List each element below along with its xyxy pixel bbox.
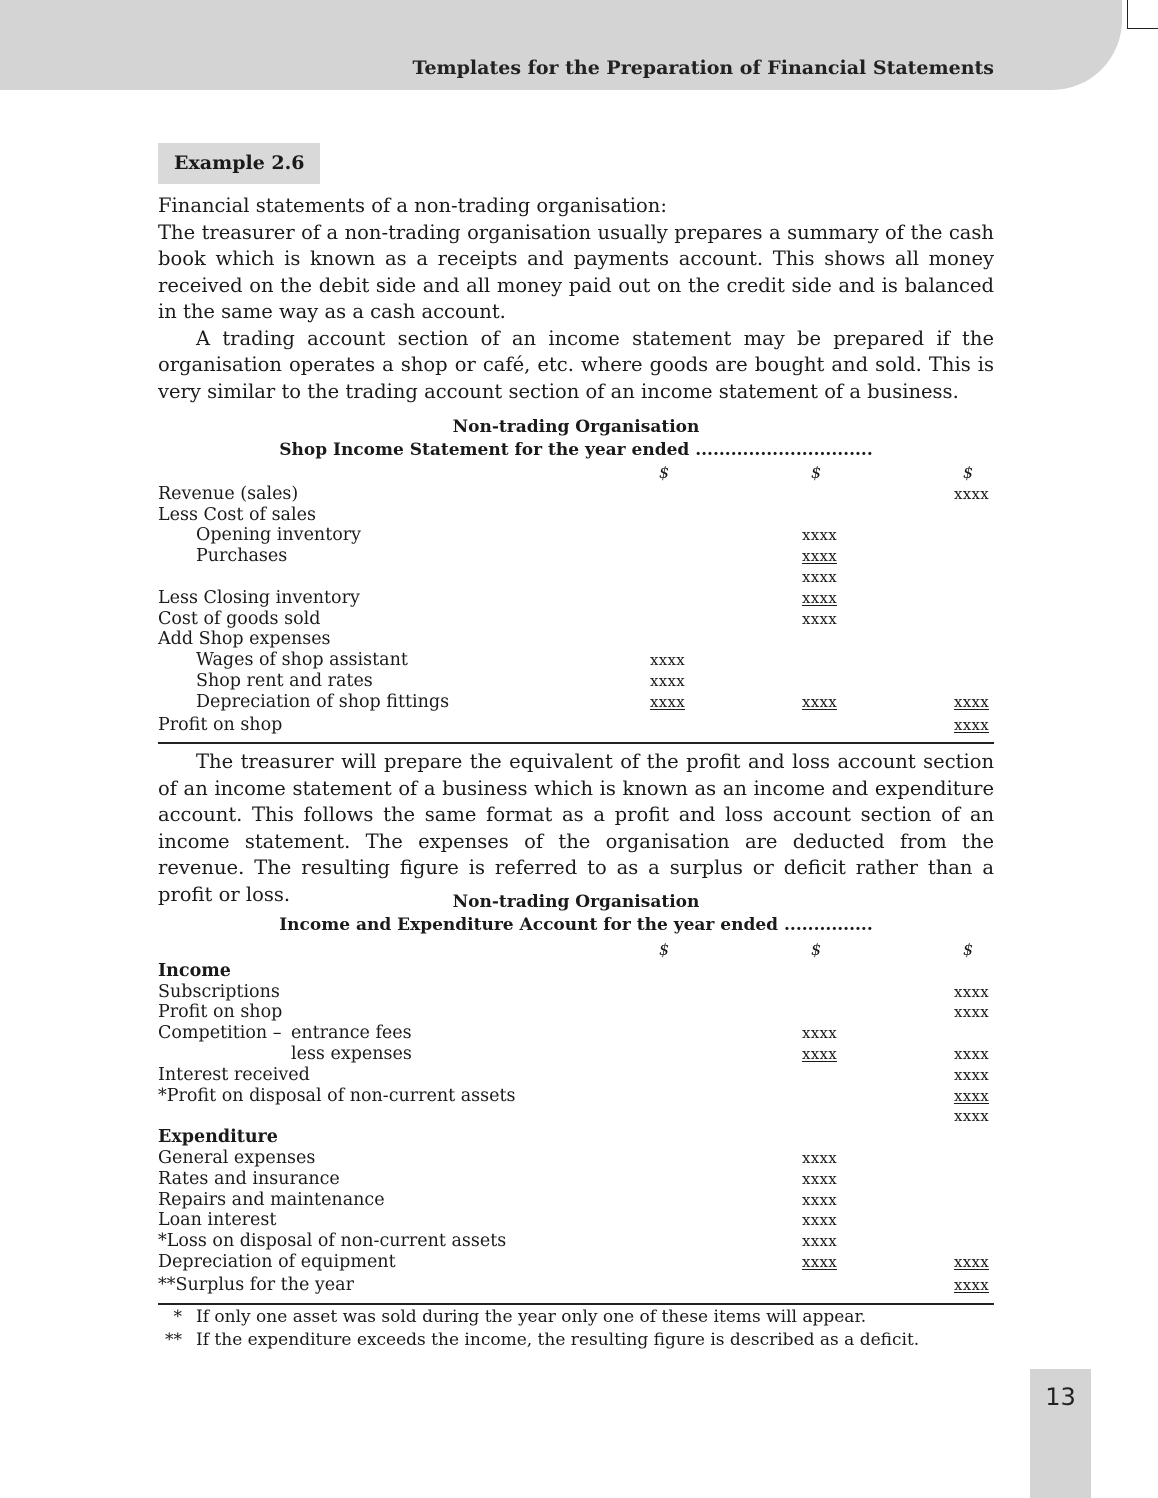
statement-title: Income and Expenditure Account for the year ended ...............	[279, 915, 873, 935]
row-label: General expenses	[158, 1147, 316, 1168]
row-value-col-2: xxxx	[801, 1148, 837, 1167]
table-row	[158, 1127, 994, 1148]
shop-income-statement	[158, 463, 994, 735]
example-label: Example 2.6	[158, 143, 320, 184]
row-value-col-3: xxxx	[953, 715, 989, 734]
row-value-col-2: xxxx	[801, 1252, 837, 1271]
row-label: Profit on shop	[158, 1002, 283, 1023]
row-value-col-2: xxxx	[801, 1169, 837, 1188]
statement-org: Non-trading Organisation	[452, 892, 700, 912]
row-value-col-3: xxxx	[953, 1252, 989, 1271]
table-row	[158, 1086, 994, 1107]
currency-col-1: $	[659, 940, 670, 959]
intro-line: Financial statements of a non-trading organisation:	[158, 194, 667, 217]
section-label-income: Income	[158, 960, 231, 981]
table-row	[158, 505, 994, 526]
row-label: **Surplus for the year	[158, 1274, 354, 1295]
row-label: Depreciation of shop fittings	[196, 691, 450, 712]
row-value-col-1: xxxx	[649, 671, 685, 690]
table-row	[158, 650, 994, 671]
row-label: Competition –	[158, 1023, 282, 1044]
row-label: Less Cost of sales	[158, 504, 316, 525]
row-label: Repairs and maintenance	[158, 1189, 385, 1210]
table-row	[158, 1252, 994, 1273]
row-label: Interest received	[158, 1064, 310, 1085]
statement-org: Non-trading Organisation	[452, 417, 700, 437]
body-paragraph	[158, 749, 994, 908]
row-label: Loan interest	[158, 1210, 277, 1231]
row-label: Less Closing inventory	[158, 587, 360, 608]
row-label: Subscriptions	[158, 981, 280, 1002]
footnote-text: If the expenditure exceeds the income, the resulting figure is described as a deficit.	[196, 1330, 920, 1350]
table-row	[158, 692, 994, 713]
table-row	[158, 1044, 994, 1065]
table-row	[158, 1210, 994, 1231]
table-row	[158, 982, 994, 1003]
row-value-col-3: xxxx	[953, 1065, 989, 1084]
table-row	[158, 1275, 994, 1296]
table-row	[158, 1148, 994, 1169]
row-value-col-3: xxxx	[953, 1044, 989, 1063]
table-row	[158, 671, 994, 692]
table-row	[158, 588, 994, 609]
row-label: Wages of shop assistant	[196, 650, 408, 671]
row-value-col-2: xxxx	[801, 1232, 837, 1251]
row-label: Profit on shop	[158, 714, 283, 735]
row-label: *Profit on disposal of non-current assets	[158, 1085, 516, 1106]
row-label: Rates and insurance	[158, 1168, 340, 1189]
currency-col-3: $	[963, 940, 974, 959]
table-row	[158, 1231, 994, 1252]
table-row	[158, 1065, 994, 1086]
row-value-col-2: xxxx	[801, 692, 837, 711]
footnotes	[158, 1306, 994, 1352]
row-label: Shop rent and rates	[196, 670, 373, 691]
row-label: Add Shop expenses	[158, 629, 331, 650]
currency-col-3: $	[963, 463, 974, 482]
currency-col-2: $	[811, 463, 822, 482]
footnote-text: If only one asset was sold during the year only one of these items will appear.	[196, 1307, 867, 1327]
row-value-col-2: xxxx	[801, 1044, 837, 1063]
row-value-col-3: xxxx	[953, 1086, 989, 1105]
row-value-col-2: xxxx	[801, 567, 837, 586]
income-expenditure-heading	[158, 891, 994, 937]
table-bottom-rule	[158, 742, 994, 744]
page-number-tab	[1030, 1369, 1091, 1498]
row-value-col-3: xxxx	[953, 1003, 989, 1022]
row-label: Opening inventory	[196, 525, 362, 546]
table-row	[158, 1106, 994, 1127]
intro-paragraph-1: The treasurer of a non-trading organisation usually prepares a summary of the cash book which is known as a receipts and payments account. This shows all money received on the debit side and all money paid out on the credit side and is balanced in the same way as a cash account.	[158, 220, 994, 323]
table-row	[158, 546, 994, 567]
row-label: less expenses	[291, 1043, 412, 1064]
table-row	[158, 715, 994, 736]
page-number: 13	[1045, 1383, 1076, 1411]
table-row	[158, 609, 994, 630]
table-row	[158, 629, 994, 650]
row-value-col-3: xxxx	[953, 484, 989, 503]
row-value-col-2: xxxx	[801, 588, 837, 607]
footnote	[158, 1329, 994, 1352]
statement-title: Shop Income Statement for the year ended ..............................	[279, 440, 873, 460]
row-value-col-3: xxxx	[953, 1107, 989, 1126]
currency-row	[158, 940, 994, 961]
row-value-col-1: xxxx	[649, 651, 685, 670]
paragraph-3: The treasurer will prepare the equivalent of the profit and loss account section of an income statement of a business which is known as an income and expenditure account. This follows the same format as a profit and loss account section of an income statement. The expenses of the organisation are deducted from the revenue. The resulting figure is referred to as a surplus or deficit rather than a profit or loss.	[158, 750, 994, 906]
footnote	[158, 1306, 994, 1329]
table-bottom-rule	[158, 1303, 994, 1305]
row-value-col-1: xxxx	[649, 692, 685, 711]
currency-col-2: $	[811, 940, 822, 959]
row-label: *Loss on disposal of non-current assets	[158, 1231, 507, 1252]
row-value-col-2: xxxx	[801, 526, 837, 545]
row-label: Cost of goods sold	[158, 608, 321, 629]
row-value-col-2: xxxx	[801, 609, 837, 628]
row-value-col-3: xxxx	[953, 692, 989, 711]
footnote-mark: *	[173, 1307, 182, 1327]
table-row	[158, 567, 994, 588]
row-value-col-3: xxxx	[953, 1275, 989, 1294]
row-value-col-3: xxxx	[953, 982, 989, 1001]
currency-row	[158, 463, 994, 484]
table-row	[158, 1002, 994, 1023]
running-title: Templates for the Preparation of Financial Statements	[412, 57, 994, 79]
currency-col-1: $	[659, 463, 670, 482]
shop-statement-heading	[158, 416, 994, 462]
table-row	[158, 1190, 994, 1211]
row-label: Depreciation of equipment	[158, 1251, 396, 1272]
row-sublabel: entrance fees	[291, 1023, 412, 1044]
row-value-col-2: xxxx	[801, 1024, 837, 1043]
row-value-col-2: xxxx	[801, 1190, 837, 1209]
intro-text	[158, 193, 994, 405]
table-row	[158, 484, 994, 505]
row-label: Revenue (sales)	[158, 483, 299, 504]
row-value-col-2: xxxx	[801, 547, 837, 566]
table-row	[158, 1023, 994, 1044]
row-value-col-2: xxxx	[801, 1211, 837, 1230]
row-label: Purchases	[196, 546, 288, 567]
table-row	[158, 961, 994, 982]
table-row	[158, 1169, 994, 1190]
table-row	[158, 525, 994, 546]
section-label-expenditure: Expenditure	[158, 1127, 278, 1148]
intro-paragraph-2: A trading account section of an income statement may be prepared if the organisation operates a shop or café, etc. where goods are bought and sold. This is very similar to the trading account section of an income statement of a business.	[158, 326, 994, 403]
crop-mark	[1127, 0, 1158, 29]
income-expenditure-account	[158, 940, 994, 1296]
footnote-mark: **	[165, 1330, 182, 1350]
